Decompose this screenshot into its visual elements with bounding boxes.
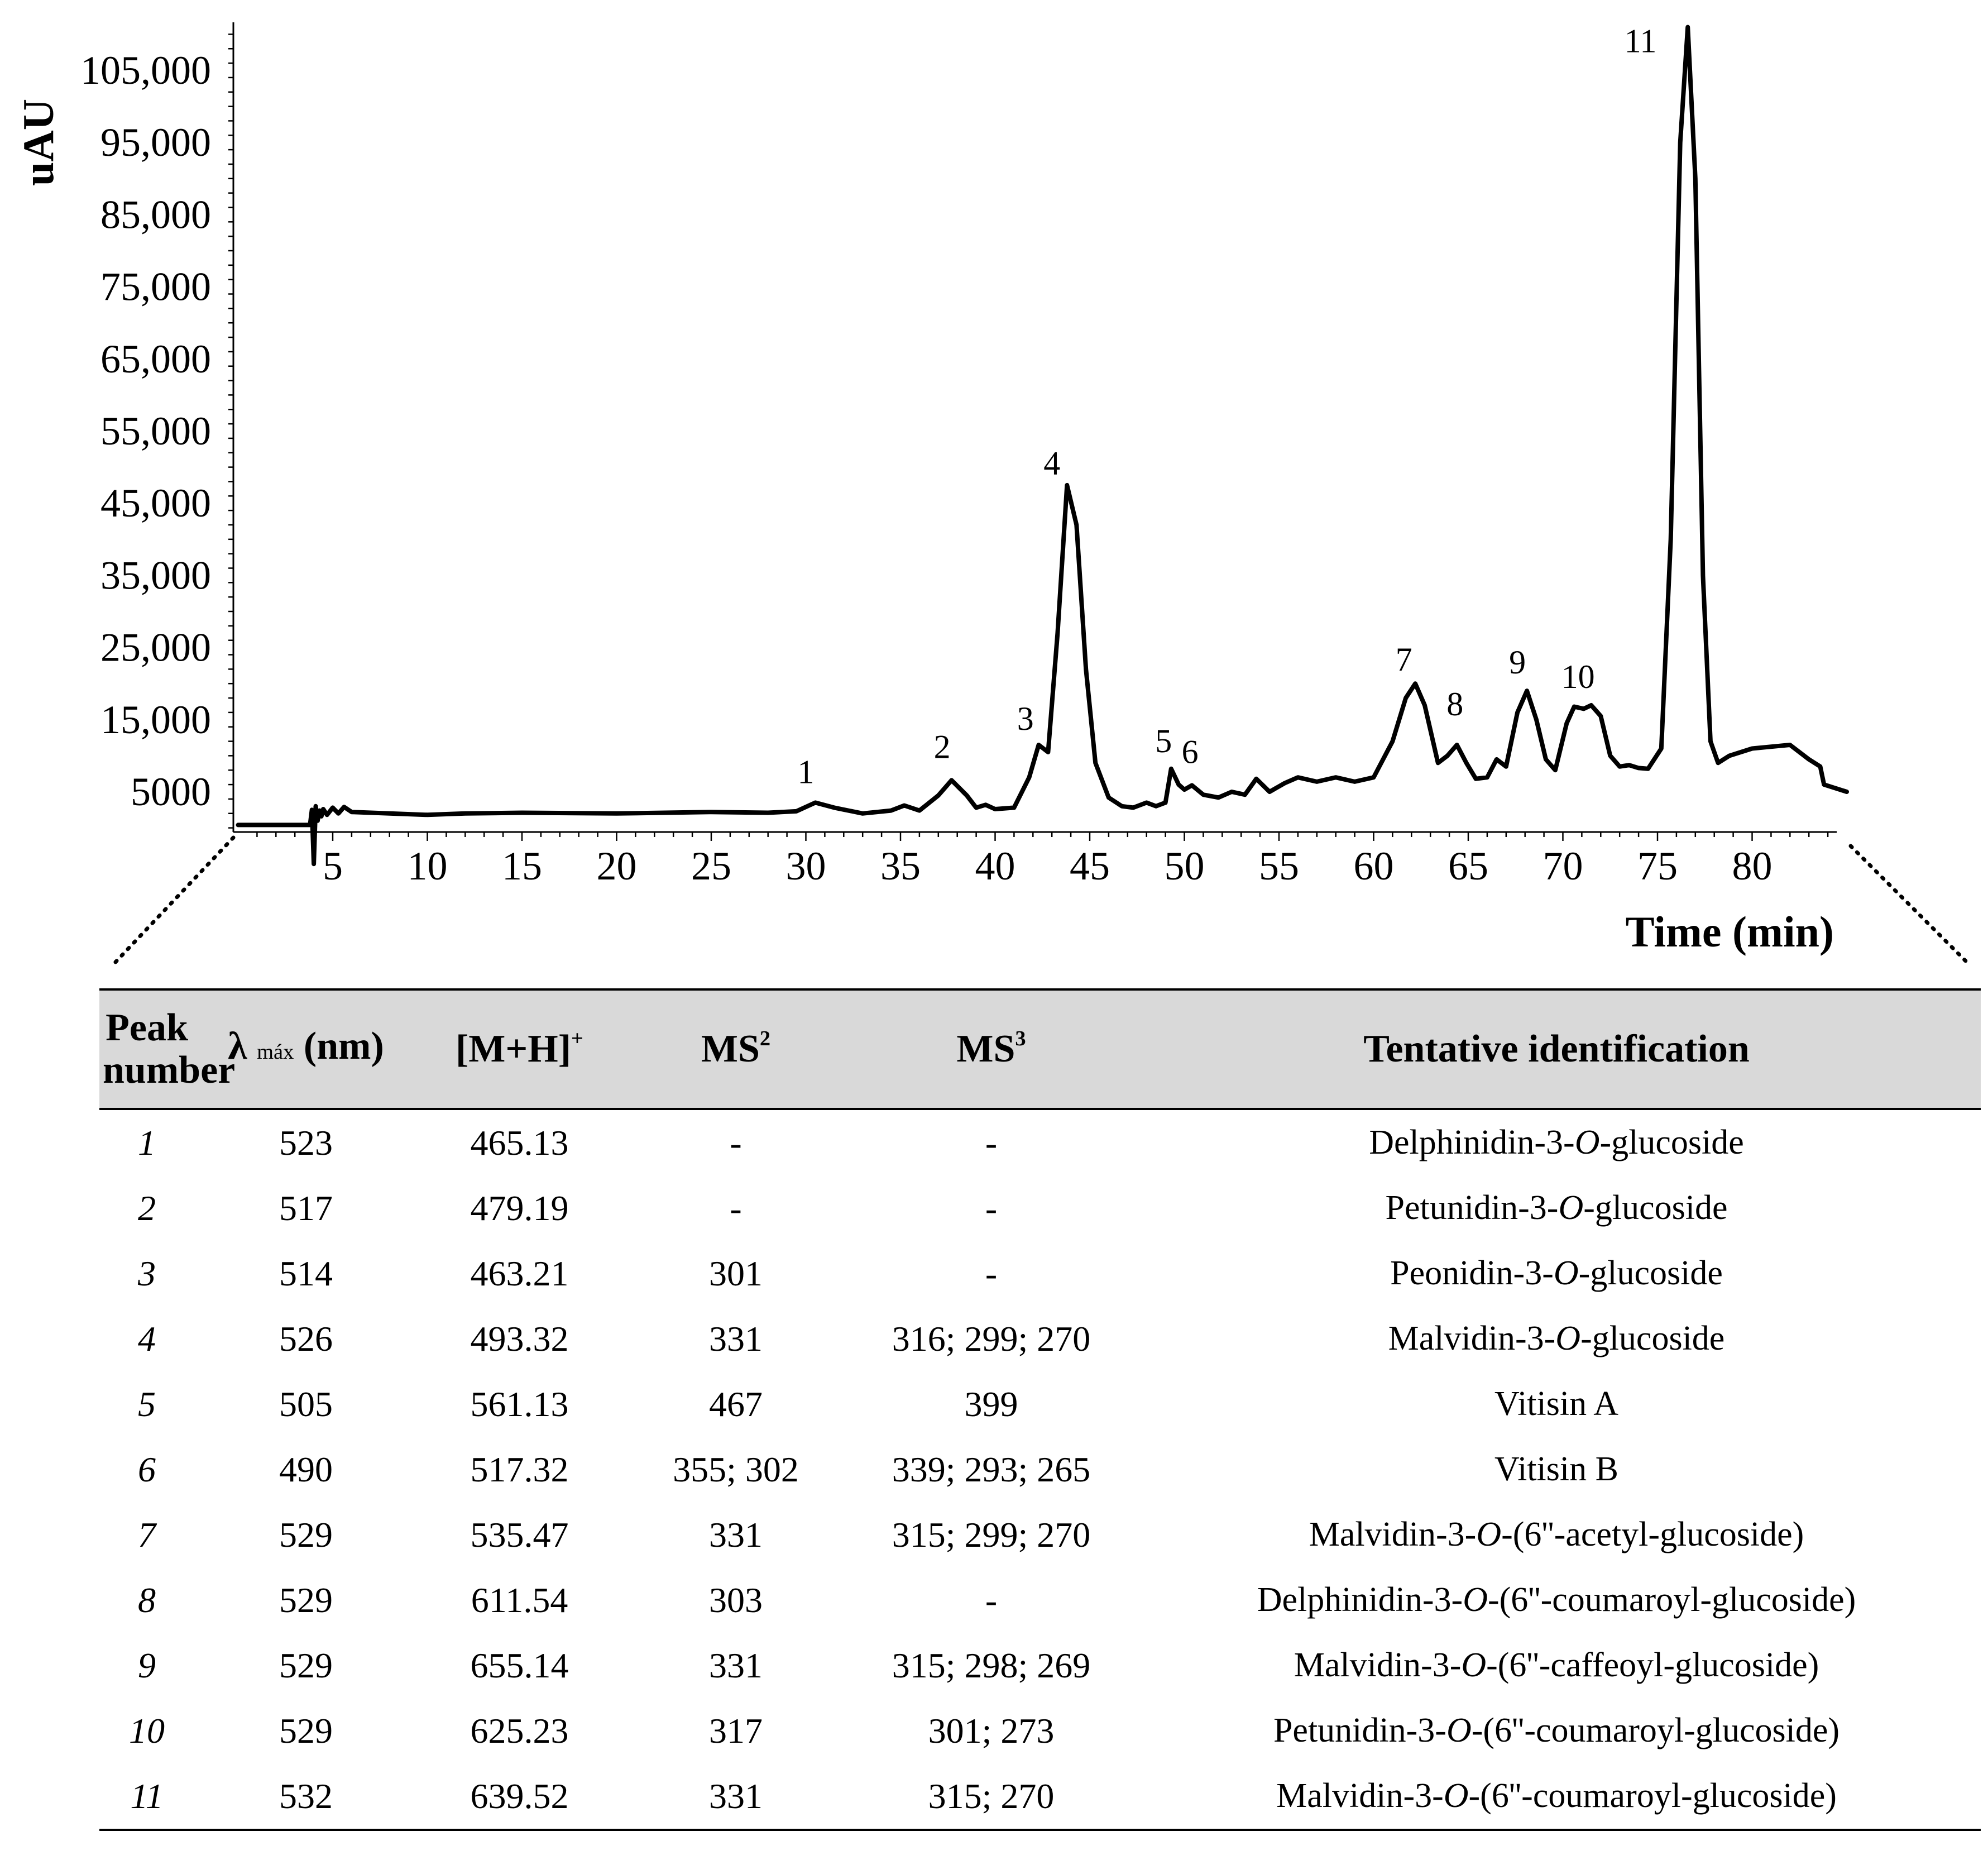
- m-plus-h-cell: 655.14: [470, 1645, 569, 1685]
- identification-cell: Malvidin-3-O-glucoside: [1388, 1319, 1725, 1357]
- ms3-cell: 399: [964, 1384, 1018, 1424]
- y-axis-title: uAU: [14, 98, 63, 187]
- lambda-max-cell: 529: [279, 1514, 333, 1555]
- table-header-row: [99, 989, 1981, 1109]
- peak-number-cell: 6: [138, 1449, 156, 1489]
- x-tick-label: 10: [407, 844, 448, 888]
- lambda-max-cell: 529: [279, 1710, 333, 1751]
- table-row: [99, 1306, 1981, 1371]
- ms2-cell: 331: [709, 1645, 763, 1685]
- peak-label: 9: [1509, 644, 1526, 681]
- ms3-cell: -: [985, 1253, 998, 1293]
- table-row: [99, 1502, 1981, 1567]
- x-tick-label: 80: [1732, 844, 1773, 888]
- x-axis: [233, 832, 1837, 841]
- x-axis-title: Time (min): [1625, 907, 1834, 956]
- peak-number-cell: 1: [138, 1122, 156, 1163]
- identification-cell: Peonidin-3-O-glucoside: [1390, 1254, 1723, 1292]
- y-tick-labels: [80, 48, 211, 814]
- header-peak-number: Peak number: [99, 989, 194, 1109]
- ms3-cell: 339; 293; 265: [892, 1449, 1091, 1489]
- y-tick-label: 65,000: [100, 336, 211, 381]
- ms3-cell: 301; 273: [928, 1710, 1055, 1751]
- table-row: [99, 1633, 1981, 1698]
- x-tick-label: 50: [1164, 844, 1205, 888]
- table-row: [99, 1371, 1981, 1437]
- m-plus-h-cell: 517.32: [470, 1449, 569, 1489]
- x-tick-label: 65: [1448, 844, 1488, 888]
- table-row: [99, 1241, 1981, 1306]
- ms3-cell: 315; 299; 270: [892, 1514, 1091, 1555]
- x-tick-label: 75: [1637, 844, 1678, 888]
- ms2-cell: 303: [709, 1580, 763, 1620]
- lambda-max-cell: 526: [279, 1318, 333, 1359]
- y-tick-label: 55,000: [100, 409, 211, 453]
- lambda-max-cell: 529: [279, 1580, 333, 1620]
- peak-number-cell: 4: [138, 1318, 156, 1359]
- peak-label: 6: [1181, 733, 1199, 771]
- y-tick-label: 45,000: [100, 481, 211, 526]
- peak-label: 8: [1446, 686, 1464, 723]
- lambda-max-cell: 532: [194, 1763, 418, 1830]
- header-ms2: $MS^2$: [621, 989, 850, 1109]
- lambda-max-cell: 529: [279, 1645, 333, 1685]
- m-plus-h-cell: 639.52: [418, 1763, 621, 1830]
- lambda-max-cell: 490: [279, 1449, 333, 1489]
- zoom-guide-left: [114, 838, 233, 963]
- x-tick-label: 55: [1259, 844, 1299, 888]
- peak-label: 1: [797, 753, 815, 791]
- peak-number-cell: 3: [138, 1253, 156, 1293]
- m-plus-h-cell: 479.19: [470, 1188, 569, 1228]
- x-tick-label: 70: [1543, 844, 1583, 888]
- table-row: [99, 1175, 1981, 1241]
- identification-cell: Malvidin-3-O-(6''-coumaroyl-glucoside): [1132, 1763, 1981, 1830]
- ms2-cell: -: [730, 1188, 742, 1228]
- peak-labels: [798, 23, 1657, 791]
- m-plus-h-cell: 611.54: [471, 1580, 568, 1620]
- table-row: [99, 1567, 1981, 1633]
- lambda-max-cell: 514: [279, 1253, 333, 1293]
- peak-number-cell: 7: [138, 1514, 156, 1555]
- zoom-guide-right: [1851, 846, 1968, 963]
- chromatogram-trace: [238, 27, 1847, 864]
- identification-cell: Malvidin-3-O-(6''-acetyl-glucoside): [1309, 1515, 1804, 1553]
- identification-cell: Malvidin-3-O-(6''-caffeoyl-glucoside): [1294, 1646, 1819, 1684]
- ms2-cell: 301: [709, 1253, 763, 1293]
- peak-label: 3: [1017, 700, 1034, 737]
- ms2-cell: 331: [621, 1763, 850, 1830]
- ms3-cell: -: [985, 1580, 998, 1620]
- x-tick-label: 60: [1353, 844, 1394, 888]
- lambda-max-cell: 523: [279, 1122, 333, 1163]
- m-plus-h-cell: 465.13: [470, 1122, 569, 1163]
- header-ms3: $MS^3$: [850, 989, 1132, 1109]
- ms2-cell: 467: [709, 1384, 763, 1424]
- x-tick-labels: [323, 844, 1773, 888]
- lambda-max-cell: 505: [279, 1384, 333, 1424]
- x-tick-label: 40: [975, 844, 1015, 888]
- lambda-max-cell: 517: [279, 1188, 333, 1228]
- identification-cell: Petunidin-3-O-glucoside: [1385, 1189, 1728, 1227]
- peak-number-cell: 10: [129, 1710, 165, 1751]
- peak-label: 2: [933, 728, 951, 766]
- table-row: [99, 1698, 1981, 1763]
- m-plus-h-cell: 463.21: [470, 1253, 569, 1293]
- m-plus-h-cell: 493.32: [470, 1318, 569, 1359]
- x-tick-label: 30: [785, 844, 826, 888]
- table-row: [99, 1437, 1981, 1502]
- peak-number-cell: 5: [138, 1384, 156, 1424]
- header-tentative-identification: Tentative identification: [1132, 989, 1981, 1109]
- identification-cell: Delphinidin-3-O-glucoside: [1369, 1123, 1744, 1161]
- y-tick-label: 15,000: [100, 697, 211, 742]
- ms3-cell: 316; 299; 270: [892, 1318, 1091, 1359]
- m-plus-h-cell: 535.47: [470, 1514, 569, 1555]
- x-tick-label: 5: [323, 844, 343, 888]
- header-lambda-max: λ máx (nm): [194, 989, 418, 1109]
- ms3-cell: 315; 298; 269: [892, 1645, 1091, 1685]
- peak-number-cell: 2: [138, 1188, 156, 1228]
- ms2-cell: 355; 302: [673, 1449, 799, 1489]
- ms3-cell: -: [985, 1188, 998, 1228]
- y-tick-label: 35,000: [100, 553, 211, 598]
- header-m-plus-h: [M+H]+: [418, 989, 621, 1109]
- y-tick-label: 95,000: [100, 120, 211, 165]
- table-row: [99, 1109, 1981, 1175]
- peak-label: 4: [1043, 444, 1061, 482]
- identification-cell: Vitisin A: [1494, 1385, 1618, 1423]
- ms2-cell: 317: [709, 1710, 763, 1751]
- peak-label: 11: [1624, 22, 1657, 60]
- x-tick-label: 25: [691, 844, 731, 888]
- identification-cell: Vitisin B: [1494, 1450, 1618, 1488]
- x-tick-label: 45: [1070, 844, 1110, 888]
- y-tick-label: 85,000: [100, 192, 211, 237]
- x-tick-label: 20: [596, 844, 637, 888]
- y-tick-label: 75,000: [100, 264, 211, 309]
- ms2-cell: 331: [709, 1514, 763, 1555]
- table-body: [99, 1109, 1981, 1830]
- identification-cell: Delphinidin-3-O-(6''-coumaroyl-glucoside): [1257, 1581, 1856, 1619]
- identification-cell: Petunidin-3-O-(6''-coumaroyl-glucoside): [1273, 1711, 1840, 1749]
- peak-number-cell: 9: [138, 1645, 156, 1685]
- peak-number-cell: 11: [99, 1763, 194, 1830]
- x-tick-label: 15: [502, 844, 542, 888]
- y-tick-label: 105,000: [80, 48, 211, 93]
- peak-label: 10: [1561, 658, 1595, 695]
- y-tick-label: 25,000: [100, 625, 211, 670]
- ms2-cell: 331: [709, 1318, 763, 1359]
- table-row: [99, 1763, 1981, 1830]
- peak-label: 7: [1395, 640, 1412, 678]
- peak-number-cell: 8: [138, 1580, 156, 1620]
- ms2-cell: -: [730, 1122, 742, 1163]
- y-axis: [228, 22, 233, 832]
- peak-label: 5: [1155, 722, 1172, 759]
- m-plus-h-cell: 625.23: [470, 1710, 569, 1751]
- trace-layer: [238, 27, 1847, 864]
- y-tick-label: 5000: [131, 769, 211, 814]
- m-plus-h-cell: 561.13: [470, 1384, 569, 1424]
- x-tick-label: 35: [880, 844, 921, 888]
- ms3-cell: -: [985, 1122, 998, 1163]
- peak-identification-table: [99, 988, 1981, 1831]
- ms3-cell: 315; 270: [850, 1763, 1132, 1830]
